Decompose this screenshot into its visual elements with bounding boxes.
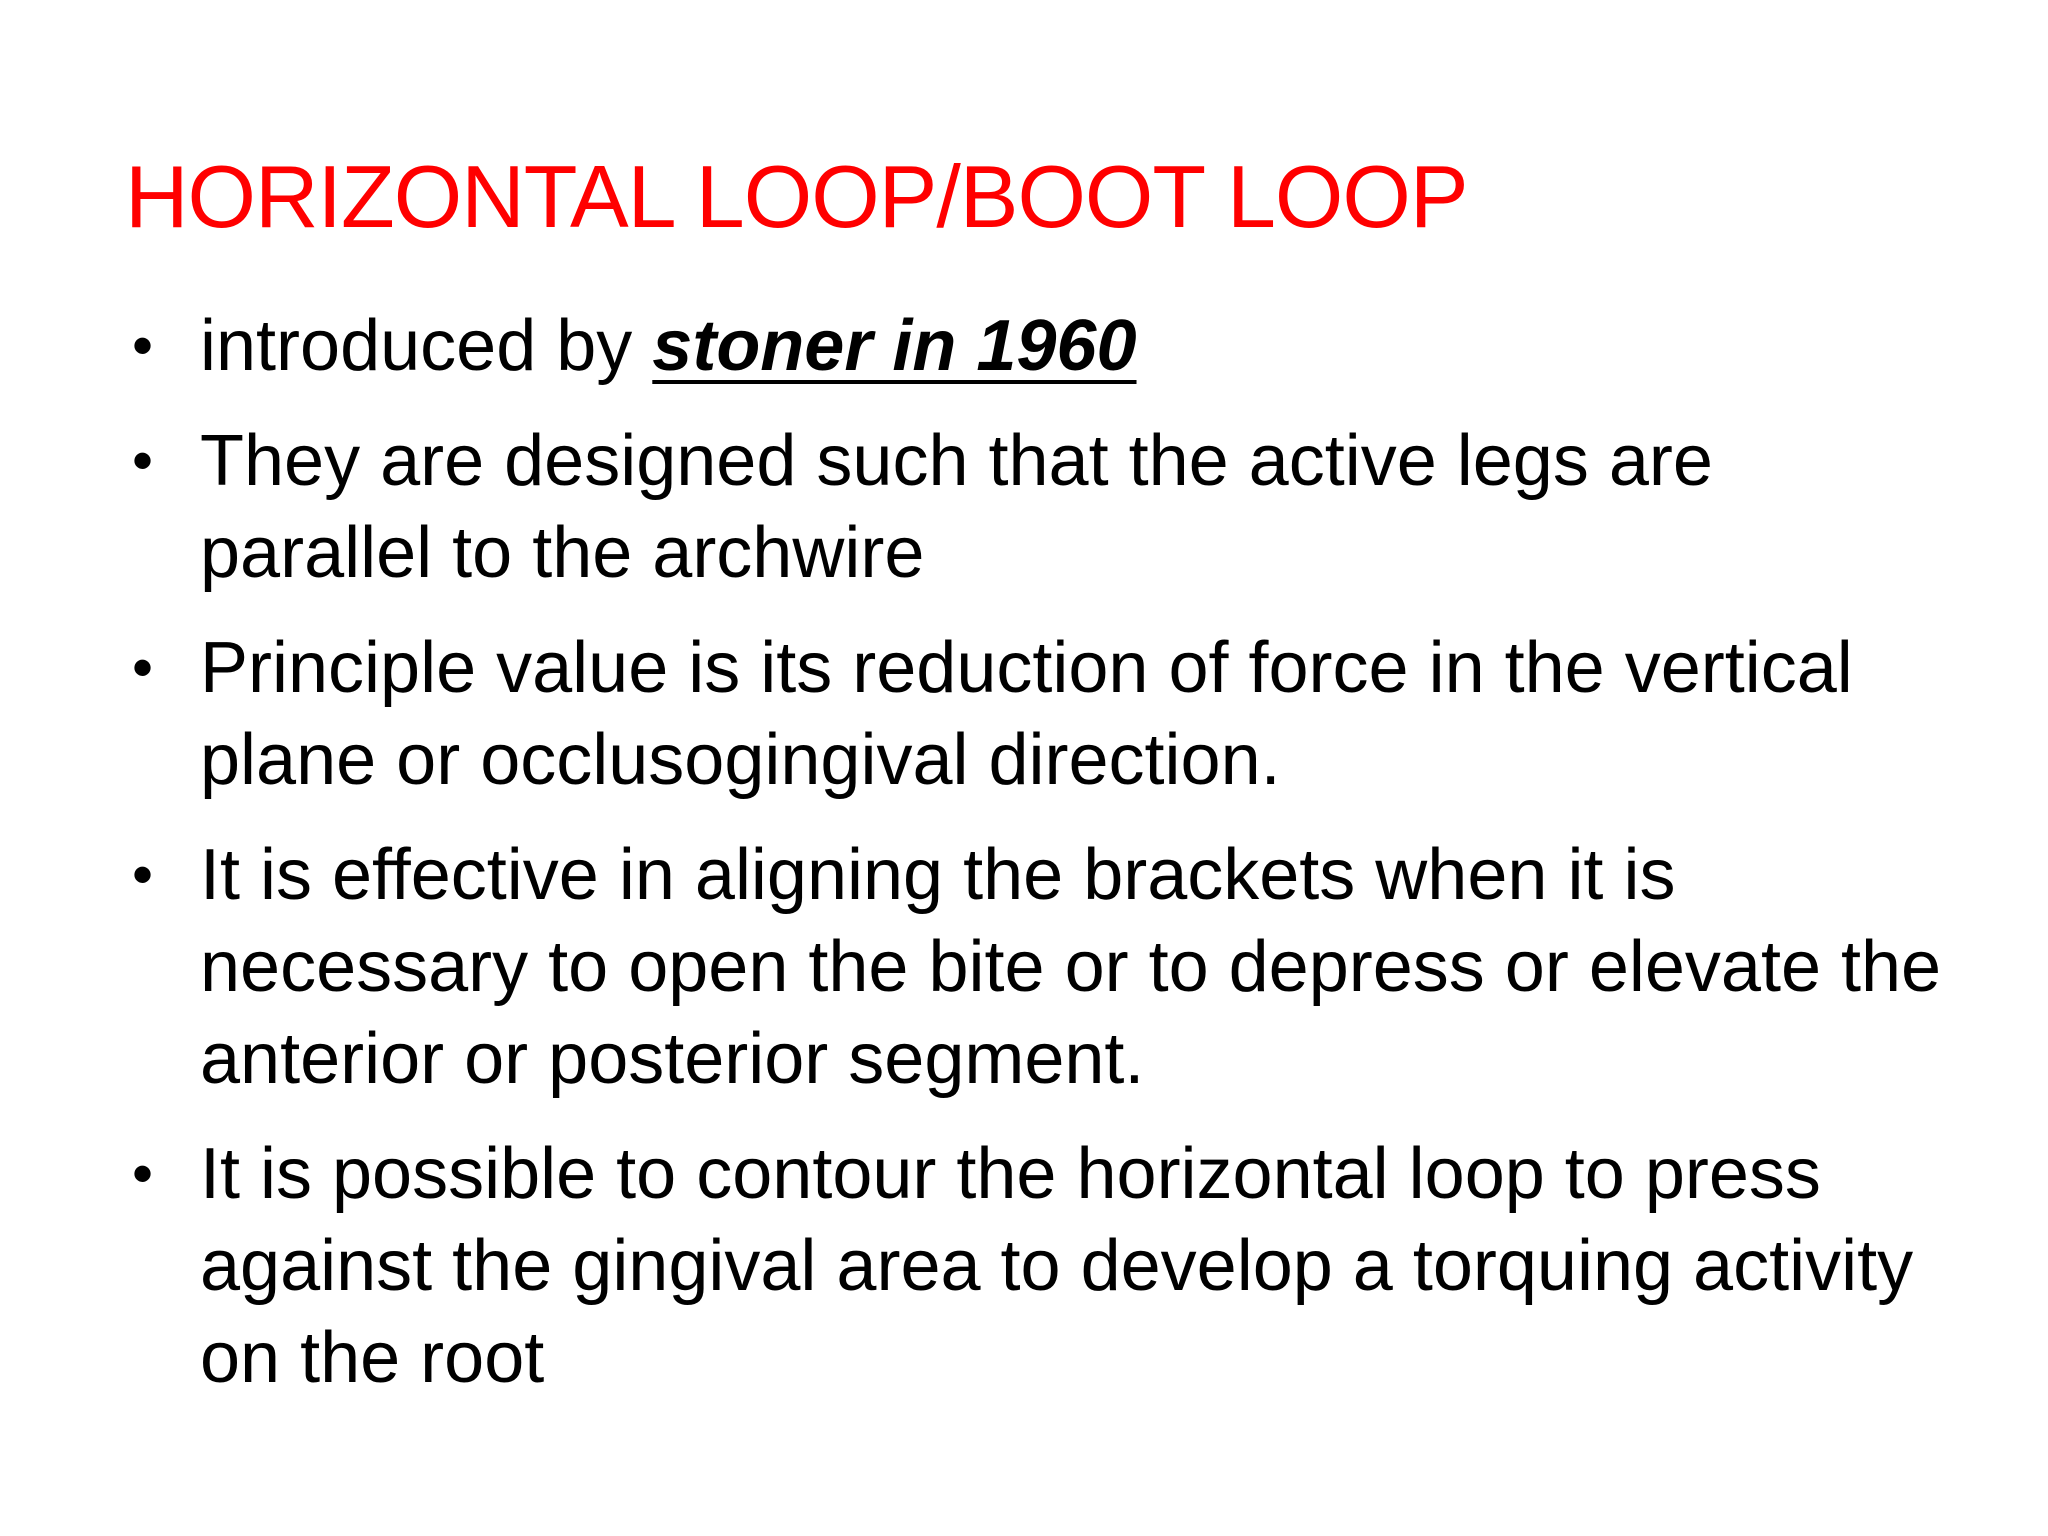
bullet-text: Principle value is its reduction of force in the vertical plane or occlusogingival direction. (200, 628, 1853, 800)
bullet-icon: • (132, 312, 154, 379)
bullet-icon: • (132, 841, 154, 908)
bullet-icon: • (132, 427, 154, 494)
bullet-text-emphasis: stoner in 1960 (652, 306, 1137, 386)
bullet-text-prefix: introduced by (200, 306, 653, 386)
bullet-item-design (132, 415, 1960, 599)
bullet-text: It is possible to contour the horizontal loop to press against the gingival area to develop a torquing activity on the root (200, 1134, 1914, 1398)
bullet-item-contour (132, 1128, 1960, 1404)
bullet-item-effective (132, 829, 1960, 1105)
bullet-item-introduced-by (132, 300, 1960, 392)
bullet-icon: • (132, 1140, 154, 1207)
slide-title: HORIZONTAL LOOP/BOOT LOOP (125, 147, 1468, 246)
bullet-icon: • (132, 634, 154, 701)
bullet-list (132, 300, 1960, 1427)
bullet-item-principle-value (132, 622, 1960, 806)
bullet-text: They are designed such that the active legs are parallel to the archwire (200, 421, 1713, 593)
bullet-text: It is effective in aligning the brackets when it is necessary to open the bite or to depress or elevate the anterior or posterior segment. (200, 835, 1942, 1099)
